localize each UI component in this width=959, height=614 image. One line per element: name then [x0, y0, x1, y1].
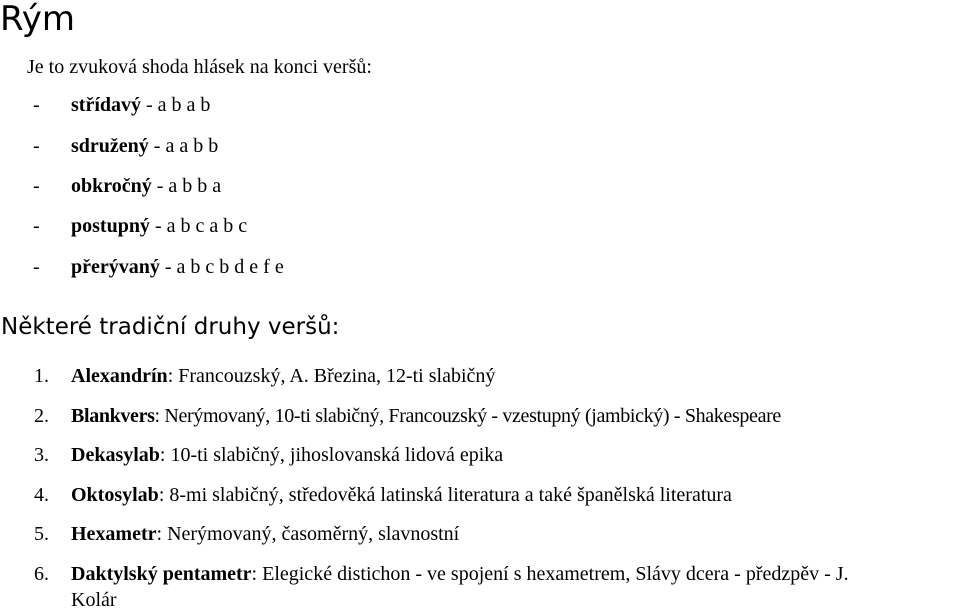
rhyme-term: sdružený	[71, 135, 149, 157]
verse-desc: : Francouzský, A. Březina, 12-ti slabičný	[167, 365, 496, 387]
rhyme-term: obkročný	[71, 175, 152, 197]
verse-desc: : 8-mi slabičný, středověká latinská literatura a také španělská literatura	[158, 484, 732, 506]
list-marker: -	[33, 94, 40, 116]
verse-term: Hexametr	[71, 523, 157, 545]
list-marker: -	[33, 175, 40, 197]
verse-term: Dekasylab	[71, 444, 160, 466]
list-number: 2.	[34, 405, 49, 427]
verse-term: Daktylský pentametr	[71, 563, 252, 585]
rhyme-desc: - a b a b	[141, 94, 211, 116]
intro-text: Je to zvuková shoda hlásek na konci veršů:	[27, 56, 372, 78]
rhyme-desc: - a b c a b c	[149, 215, 248, 237]
list-number: 4.	[34, 484, 49, 506]
rhyme-desc: - a b c b d e f e	[159, 256, 284, 278]
rhyme-term: postupný	[71, 215, 150, 237]
list-number: 5.	[34, 523, 49, 545]
rhyme-term: přerývaný	[71, 256, 160, 278]
list-number: 1.	[34, 365, 49, 387]
list-marker: -	[33, 256, 40, 278]
rhyme-desc: - a b b a	[151, 175, 222, 197]
verse-desc: : Nerýmovaný, 10-ti slabičný, Francouzský - vzestupný (jambický) - Shakespeare	[154, 405, 781, 427]
list-number: 3.	[34, 444, 49, 466]
verse-desc: : 10-ti slabičný, jihoslovanská lidová epika	[159, 444, 504, 466]
list-marker: -	[33, 135, 40, 157]
verse-term: Blankvers	[71, 405, 155, 427]
list-marker: -	[33, 215, 40, 237]
verse-desc: : Elegické distichon - ve spojení s hexametrem, Slávy dcera - předzpěv - J. Kolár	[71, 563, 849, 611]
verse-desc: : Nerýmovaný, časoměrný, slavnostní	[156, 523, 460, 545]
page-title: Rým	[0, 0, 76, 39]
list-number: 6.	[34, 563, 49, 585]
rhyme-desc: - a a b b	[148, 135, 219, 157]
rhyme-term: střídavý	[71, 94, 141, 116]
section-heading: Některé tradiční druhy veršů:	[1, 314, 340, 340]
verse-term: Oktosylab	[71, 484, 159, 506]
verse-term: Alexandrín	[71, 365, 168, 387]
